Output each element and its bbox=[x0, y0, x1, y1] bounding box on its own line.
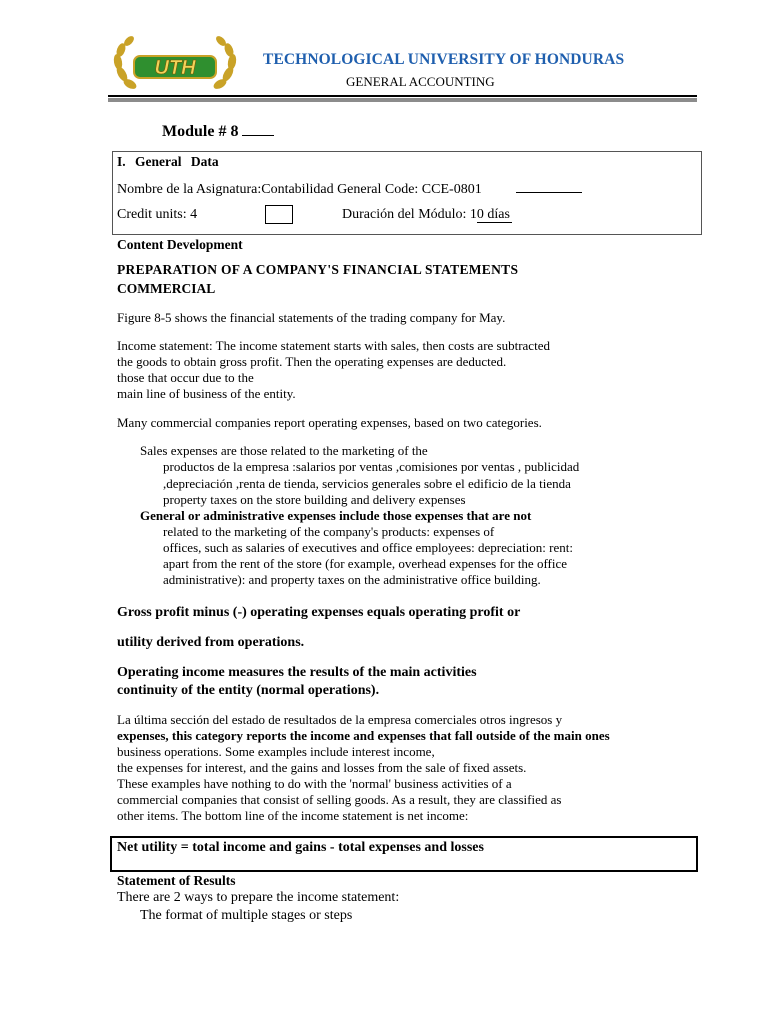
course-name: GENERAL ACCOUNTING bbox=[346, 74, 495, 89]
gross-profit-line-1: Gross profit minus (-) operating expenses equals operating profit or bbox=[117, 605, 521, 620]
ways-paragraph: There are 2 ways to prepare the income statement: bbox=[117, 890, 400, 905]
figure-paragraph: Figure 8-5 shows the financial statements of the trading company for May. bbox=[117, 310, 506, 325]
admin-bullet-line-3: offices, such as salaries of executives and office employees: depreciation: rent: bbox=[163, 540, 573, 555]
last-section-line-1: La última sección del estado de resultados de la empresa comerciales otros ingresos y bbox=[117, 712, 563, 727]
section-title-line1: PREPARATION OF A COMPANY'S FINANCIAL STATEMENTS bbox=[117, 262, 519, 277]
net-utility-formula: Net utility = total income and gains - total expenses and losses bbox=[117, 840, 484, 855]
last-section-line-6: commercial companies that consist of selling goods. As a result, they are classified as bbox=[117, 792, 562, 807]
income-line-1: Income statement: The income statement starts with sales, then costs are subtracted bbox=[117, 338, 550, 353]
sales-bullet-line-1: Sales expenses are those related to the marketing of the bbox=[140, 443, 428, 458]
gross-profit-line-2: utility derived from operations. bbox=[117, 635, 305, 650]
module-label: Module # 8 bbox=[162, 123, 239, 140]
income-line-2: the goods to obtain gross profit. Then the operating expenses are deducted. bbox=[117, 354, 507, 369]
module-blank bbox=[242, 121, 274, 136]
operating-income-line-1: Operating income measures the results of the main activities bbox=[117, 665, 477, 680]
subject-blank bbox=[516, 180, 582, 193]
admin-bullet-line-2: related to the marketing of the company's products: expenses of bbox=[163, 524, 495, 539]
subject-text: Nombre de la Asignatura:Contabilidad General Code: CCE-0801 bbox=[117, 182, 482, 197]
header-rule-shadow bbox=[108, 98, 697, 102]
last-section-line-2: expenses, this category reports the income and expenses that fall outside of the main ones bbox=[117, 728, 610, 743]
header-rule bbox=[108, 95, 697, 97]
income-line-3: those that occur due to the bbox=[117, 370, 254, 385]
last-section-line-3: business operations. Some examples include interest income, bbox=[117, 744, 435, 759]
categories-paragraph: Many commercial companies report operating expenses, based on two categories. bbox=[117, 415, 542, 430]
admin-bullet-line-5: administrative): and property taxes on the administrative office building. bbox=[163, 572, 541, 587]
uth-logo bbox=[108, 34, 242, 96]
duration-label: Duración del Módulo: 1 bbox=[342, 207, 477, 222]
last-section-line-4: the expenses for interest, and the gains and losses from the sale of fixed assets. bbox=[117, 760, 527, 775]
credit-checkbox bbox=[265, 205, 293, 224]
university-name: TECHNOLOGICAL UNIVERSITY OF HONDURAS bbox=[263, 51, 625, 68]
income-line-4: main line of business of the entity. bbox=[117, 386, 296, 401]
format-bullet: The format of multiple stages or steps bbox=[140, 908, 353, 923]
last-section-line-5: These examples have nothing to do with the 'normal' business activities of a bbox=[117, 776, 512, 791]
sales-bullet-line-2: productos de la empresa :salarios por ventas ,comisiones por ventas , publicidad bbox=[163, 459, 580, 474]
operating-income-line-2: continuity of the entity (normal operations). bbox=[117, 683, 380, 698]
content-heading: Content Development bbox=[117, 237, 243, 252]
admin-bullet-line-4: apart from the rent of the store (for example, overhead expenses for the office bbox=[163, 556, 568, 571]
credit-units: Credit units: 4 bbox=[117, 207, 198, 222]
last-section-line-7: other items. The bottom line of the income statement is net income: bbox=[117, 808, 469, 823]
duration-value: 0 días bbox=[476, 207, 510, 222]
section-title-line2: COMMERCIAL bbox=[117, 281, 216, 296]
sales-bullet-line-3: ,depreciación ,renta de tienda, servicios generales sobre el edificio de la tienda bbox=[163, 476, 571, 491]
subject-line bbox=[117, 180, 582, 198]
sales-bullet-line-4: property taxes on the store building and delivery expenses bbox=[163, 492, 466, 507]
module-title bbox=[162, 121, 274, 141]
module-duration bbox=[342, 207, 512, 223]
statement-of-results-heading: Statement of Results bbox=[117, 873, 236, 888]
admin-bullet-line-1: General or administrative expenses include those expenses that are not bbox=[140, 508, 532, 523]
general-data-title: I. General Data bbox=[117, 154, 219, 169]
svg-text:UTH: UTH bbox=[154, 57, 196, 79]
